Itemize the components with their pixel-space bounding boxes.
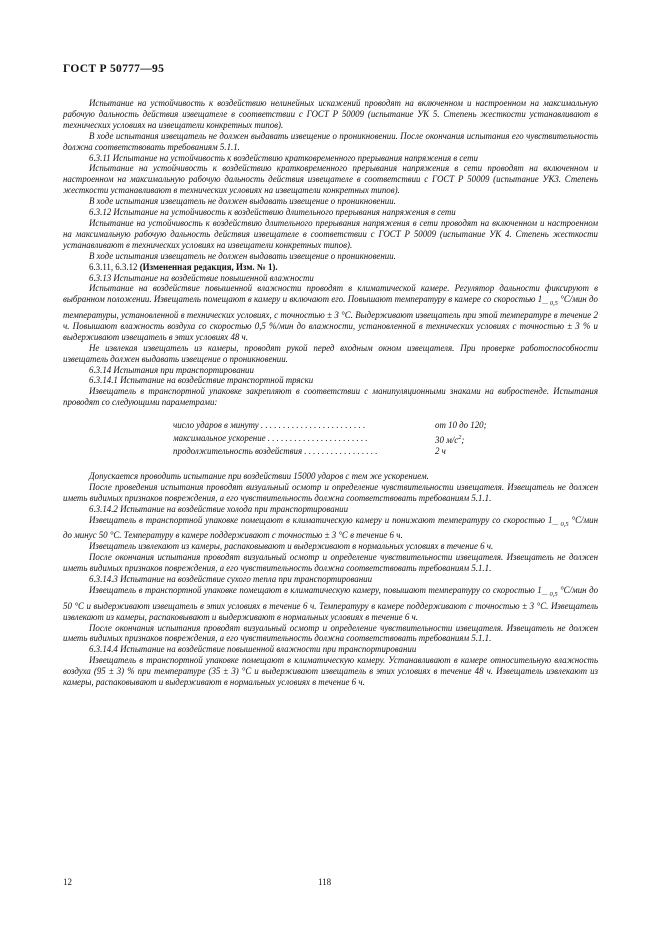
paragraph: Извещатель в транспортной упаковке помещают в климатическую камеру. Устанавливают в камере относительную влажность воздуха (95 ± 3) % при температуре (35 ± 3) °С и выдерживают извещатель в этих условиях в течение 48 ч. Извещатель извлекают из камеры, распаковывают и выдерживают в нормальных условиях в течение 6 ч. <box>63 655 598 688</box>
paragraph: Допускается проводить испытание при воздействии 15000 ударов с тем же ускорением. <box>89 471 429 482</box>
amendment-note <box>63 262 598 273</box>
paragraph: Не извлекая извещатель из камеры, проводят рукой перед входным окном извещателя. При проверке работоспособности извещатель должен выдавать извещение о проникновении. <box>63 342 598 364</box>
paragraph: Испытание на устойчивость к воздействию длительного прерывания напряжения в сети проводят на включенном и настроенном на максимальную рабочую дальность действия извещателе в соответствии с ГОСТ Р 50009 (испытание УК 4. Степень жесткости устанавливают в технических условиях на извещатели конкретных типов). <box>63 217 598 250</box>
paragraph: После окончания испытания проводят визуальный осмотр и определение чувствительности извещателя. Извещатель не должен иметь видимых признаков повреждения, а его чувствительность должна соответствовать требованиям 5.1.1. <box>63 622 598 644</box>
parameter-key: число ударов в минуту . . . . . . . . . . . . . . . . . . . . . . . . <box>173 420 366 431</box>
paragraph: Извещатель извлекают из камеры, распаковывают и выдерживают в нормальных условиях в течение 6 ч. <box>89 541 494 552</box>
page-number-center: 118 <box>318 877 332 887</box>
section-heading: 6.3.14.2 Испытание на воздействие холода при транспортировании <box>89 503 349 514</box>
parameter-key: максимальное ускорение . . . . . . . . . . . . . . . . . . . . . . . <box>173 433 368 444</box>
parameters-list <box>173 420 598 459</box>
section-heading: 6.3.11 Испытание на устойчивость к воздействию кратковременного прерывания напряжения в сети <box>89 152 478 163</box>
parameter-value: от 10 до 120; <box>435 420 487 431</box>
paragraph: В ходе испытания извещатель не должен выдавать извещение о проникновении. После окончания испытания его чувствительность должна соответствовать требованиям 5.1.1. <box>63 130 598 152</box>
section-heading: 6.3.12 Испытание на устойчивость к воздействию длительного прерывания напряжения в сети <box>89 207 456 218</box>
paragraph: В ходе испытания извещатель не должен выдавать извещение о проникновении. <box>89 196 396 207</box>
section-heading: 6.3.14.4 Испытание на воздействие повышенной влажности при транспортировании <box>89 644 417 655</box>
parameter-key: продолжительность воздействия . . . . . . . . . . . . . . . . . <box>173 446 378 457</box>
paragraph: После проведения испытания проводят визуальный осмотр и определение чувствительности извещателя. Извещатель не должен иметь видимых признаков повреждения, а его чувствительность должна соответствовать требованиям 5.1.1. <box>63 482 598 503</box>
paragraph: Извещатель в транспортной упаковке закрепляют в соответствии с манипуляционными знаками на вибростенде. Испытания проводят со следующими параметрами: <box>63 386 598 408</box>
page-number-left: 12 <box>63 877 72 887</box>
amendment-bold: (Измененная редакция, Изм. № 1). <box>139 261 278 272</box>
parameter-row <box>173 420 598 433</box>
amendment-prefix: 6.3.11, 6.3.12 <box>89 261 140 272</box>
paragraph: В ходе испытания извещатель не должен выдавать извещение о проникновении. <box>89 250 396 261</box>
paragraph: Испытание на воздействие повышенной влажности проводят в климатической камере. Регулятор дальности фиксируют в выбранном положении. Извещатель помещают в камеру и включают его. Повышают температуру в камере со скоростью $1_{— 0,5}$ °С/мин до температуры, установленной в технических условиях, с точностью ± 3 °С. Выдерживают извещатель при этой температуре в течение 2 ч. Повышают влажность воздуха со скоростью 0,5 %/мин до влажности, установленной в технических условиях с точностью ± 3 % и выдерживают извещатель в этих условиях 48 ч. <box>63 283 598 342</box>
parameter-row <box>173 433 598 446</box>
paragraph: Извещатель в транспортной упаковке помещают в климатическую камеру, повышают температуру со скоростью $1_{— 0,5}$ °С/мин до 50 °С и выдерживают извещатель в этих условиях в течение 6 ч. Температуру в камере поддерживают с точностью ± 3 °С. Извещатель извлекают из камеры, распаковывают и выдерживают в нормальных условиях в течение 6 ч. <box>63 585 599 622</box>
parameter-value: 30 $м/с^2$; <box>435 434 465 446</box>
section-heading: 6.3.14.3 Испытание на воздействие сухого тепла при транспортировании <box>89 574 373 585</box>
parameter-row <box>173 446 598 459</box>
section-heading: 6.3.14.1 Испытание на воздействие транспортной тряски <box>89 375 314 386</box>
paragraph: После окончания испытания проводят визуальный осмотр и определение чувствительности извещателя. Извещатель не должен иметь видимых признаков повреждения, а его чувствительность должна соответствовать требованиям 5.1.1. <box>63 552 598 574</box>
paragraph: Извещатель в транспортной упаковке помещают в климатическую камеру и понижают температуру со скоростью $1_{— 0,5}$ °С/мин до минус 50 °С. Температуру в камере поддерживают с точностью ± 3 °С в течение 6 ч. <box>63 514 598 541</box>
section-heading: 6.3.14 Испытания при транспортировании <box>89 364 254 375</box>
document-header: ГОСТ Р 50777—95 <box>63 63 165 75</box>
section-heading: 6.3.13 Испытание на воздействие повышенной влажности <box>89 272 314 283</box>
paragraph: Испытание на устойчивость к воздействию кратковременного прерывания напряжения в сети проводят на включенном и настроенном на максимальную рабочую дальность действия извещателе в соответствии с ГОСТ Р 50009 (испытание УК3. Степень жесткости устанавливают в технических условиях на извещатели конкретных типов). <box>63 163 598 196</box>
document-body <box>63 98 598 688</box>
parameter-value: 2 ч <box>435 446 446 457</box>
paragraph: Испытание на устойчивость к воздействию нелинейных искажений проводят на включенном и настроенном на максимальную рабочую дальность действия извещателе в соответствии с ГОСТ Р 50009 (испытание УК 5. Степень жесткости устанавливают в технических условиях на извещатели конкретных типов). <box>63 98 598 130</box>
